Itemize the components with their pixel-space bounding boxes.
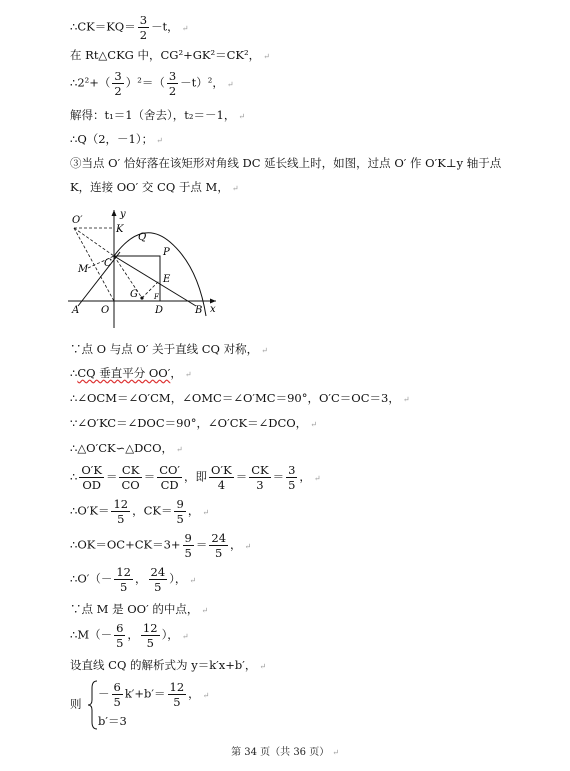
label-o-prime: O′ bbox=[72, 215, 83, 226]
line-17: ∵点 M 是 OO′ 的中点， ↵ bbox=[70, 602, 209, 616]
label-d: D bbox=[155, 305, 164, 316]
brace-icon bbox=[88, 680, 98, 730]
label-e: E bbox=[163, 274, 171, 285]
system-prefix: 则 bbox=[70, 697, 82, 711]
label-o: O bbox=[101, 305, 110, 316]
line-4: 解得：t₁＝1（舍去），t₂＝－1， ↵ bbox=[70, 108, 246, 122]
page-footer: 第 34 页（共 36 页） ↵ bbox=[231, 747, 339, 758]
label-k: K bbox=[116, 224, 124, 235]
label-m: M bbox=[78, 264, 89, 275]
line-6: ③当点 O′ 恰好落在该矩形对角线 DC 延长线上时，如图，过点 O′ 作 O′K⊥y 轴于点 bbox=[70, 156, 502, 170]
label-f: F bbox=[154, 293, 159, 301]
line-8: ∵点 O 与点 O′ 关于直线 CQ 对称， ↵ bbox=[70, 342, 268, 356]
label-x: x bbox=[210, 304, 216, 315]
line-11: ∵∠O′KC＝∠DOC＝90°，∠O′CK＝∠DCO， ↵ bbox=[70, 416, 317, 430]
label-y: y bbox=[120, 209, 126, 220]
line-7: K，连接 OO′ 交 CQ 于点 M， ↵ bbox=[70, 180, 239, 194]
line-10: ∴∠OCM＝∠O′CM，∠OMC＝∠O′MC＝90°，O′C＝OC＝3， ↵ bbox=[70, 391, 410, 405]
line-16: ∴O′（－ $\frac{12}{5}$ ， $\frac{24}{5}$ ）， ↵ bbox=[70, 565, 197, 595]
fraction: $\frac{3}{2}$ bbox=[139, 13, 148, 43]
label-p: P bbox=[163, 247, 170, 258]
y-axis-arrow bbox=[112, 210, 117, 216]
dashed-oprime-c bbox=[74, 228, 114, 256]
line-18: ∴M（－ $\frac{6}{5}$ ， $\frac{12}{5}$ ）， ↵ bbox=[70, 621, 189, 651]
label-b: B bbox=[195, 305, 203, 316]
x-axis-arrow bbox=[210, 299, 216, 304]
line-5: ∴Q（2，－1）； ↵ bbox=[70, 132, 163, 146]
line-13: ∴ $\frac{O'K}{OD}$ ＝ $\frac{CK}{CO}$ ＝ $\frac{CO'}{CD}$ ，即 $\frac{O'K}{4}$ ＝ $\frac{CK}{3}$ ＝ $\frac{3}{5}$ ， ↵ bbox=[70, 463, 321, 493]
label-c: C bbox=[104, 258, 112, 269]
point-q-lower bbox=[140, 296, 143, 299]
line-15: ∴OK＝OC+CK＝3+ $\frac{9}{5}$ ＝ $\frac{24}{5}$ ， ↵ bbox=[70, 531, 252, 561]
system-row-1: － $\frac{6}{5}$ k′+b′＝ $\frac{12}{5}$ ， ↵ bbox=[98, 680, 210, 710]
label-g: G bbox=[130, 289, 138, 300]
line-12: ∴△O′CK∽△DCO， ↵ bbox=[70, 441, 183, 455]
label-q: Q bbox=[138, 232, 147, 243]
line-1: ∴CK＝KQ＝ $\frac{3}{2}$ －t， ↵ bbox=[70, 13, 189, 43]
line-2: 在 Rt△CKG 中，CG²+GK²＝CK²， ↵ bbox=[70, 48, 270, 62]
line-3: ∴2²+（ $\frac{3}{2}$ ）²＝（ $\frac{3}{2}$ －t）²， ↵ bbox=[70, 69, 234, 99]
line-19: 设直线 CQ 的解析式为 y＝k′x+b′， ↵ bbox=[70, 658, 267, 672]
line-9: ∴CQ 垂直平分 OO′， ↵ bbox=[70, 366, 192, 380]
geometry-figure bbox=[68, 206, 220, 334]
line-14: ∴O′K＝ $\frac{12}{5}$ ，CK＝ $\frac{9}{5}$ ， ↵ bbox=[70, 497, 210, 527]
label-a: A bbox=[72, 305, 80, 316]
system-row-2: b′＝3 bbox=[98, 714, 127, 728]
